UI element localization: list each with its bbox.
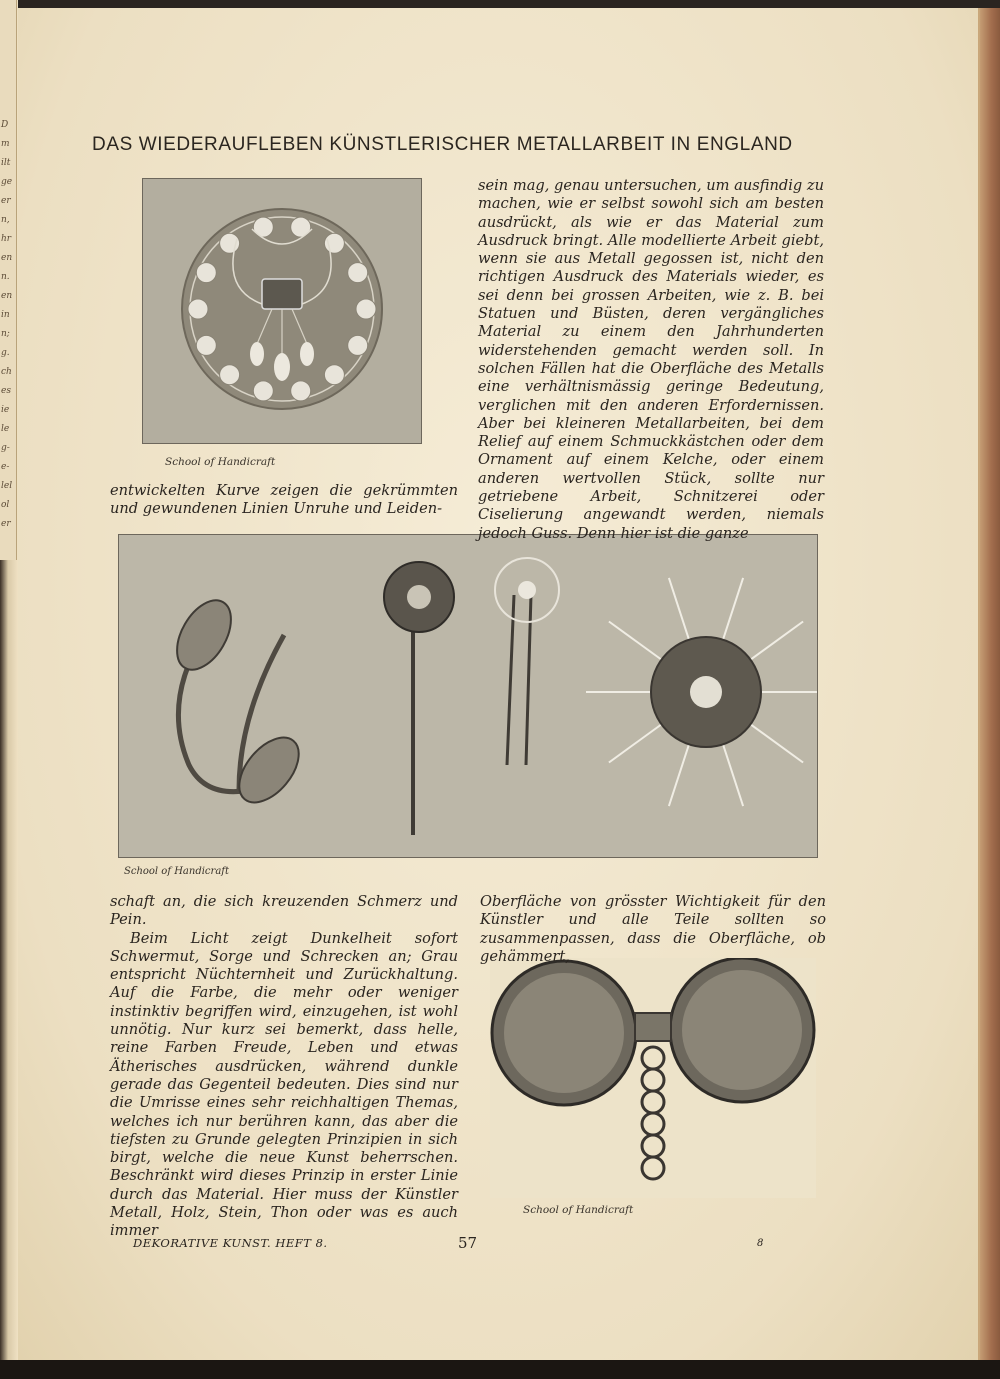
left-column-lower xyxy=(110,893,458,1241)
margin-fragment: er xyxy=(1,196,11,206)
pearl xyxy=(348,335,368,355)
brooch-caption: School of Handicraft xyxy=(165,456,276,468)
jewelry-photo xyxy=(118,534,818,858)
pearl xyxy=(196,263,216,283)
margin-fragment: en xyxy=(1,253,13,263)
page-stack-edge xyxy=(978,8,1000,1360)
margin-fragment: en xyxy=(1,291,13,301)
pearl xyxy=(220,233,240,253)
signature-mark: 8 xyxy=(757,1238,764,1249)
margin-fragment: m xyxy=(1,139,10,149)
right-column-upper xyxy=(478,177,824,542)
margin-fragment: g. xyxy=(1,348,10,358)
jewelry-caption: School of Handicraft xyxy=(124,866,229,877)
margin-fragment: le xyxy=(1,424,10,434)
scan-border xyxy=(0,1360,1000,1379)
pearl xyxy=(356,299,376,319)
margin-fragment: hr xyxy=(1,234,12,244)
jewelry-illustration xyxy=(119,535,817,857)
pearl xyxy=(188,299,208,319)
paragraph: sein mag, genau untersuchen, um ausfindig zu machen, wie er selbst sowohl sich am besten ausdrückt, als wie er das Material zum Ausdruck bringt. Alle modellierte Arbeit giebt, wenn sie aus Metall gegossen ist, nicht den richtigen Ausdruck des Materials wieder, es sei denn bei grossen Arbeiten, wie z. B. bei Statuen und Büsten, deren vergängliches Material zu einem den Jahrhunderten widerstehenden gemacht werden soll. In solchen Fällen hat die Oberfläche des Metalls eine verhältnismässig geringe Bedeutung, verglichen mit den anderen Erfordernissen. Aber bei kleineren Metallarbeiten, bei dem Relief auf einem Schmuckkästchen oder dem Ornament auf einem Kelche, oder einem anderen wertvollen Stück, sollte nur getriebene Arbeit, Schnitzerei oder Ciselierung angewandt werden, niemals jedoch Guss. Denn hier ist die ganze xyxy=(478,177,824,542)
pearl xyxy=(196,335,216,355)
page-number: 57 xyxy=(458,1234,478,1252)
margin-fragment: n, xyxy=(1,215,10,225)
pearl xyxy=(324,365,344,385)
journal-footer: DEKORATIVE KUNST. HEFT 8. xyxy=(133,1236,328,1250)
margin-fragment: g- xyxy=(1,443,10,453)
brooch-illustration xyxy=(143,179,421,443)
clasp-caption: School of Handicraft xyxy=(523,1204,634,1216)
clasp-illustration xyxy=(490,958,816,1198)
margin-fragment: n; xyxy=(1,329,10,339)
running-head: DAS WIEDERAUFLEBEN KÜNSTLERISCHER METALLARBEIT IN ENGLAND xyxy=(92,134,793,155)
previous-page-edge xyxy=(0,0,17,560)
margin-fragment: lel xyxy=(1,481,13,491)
margin-fragment: er xyxy=(1,519,11,529)
pearl xyxy=(291,217,311,237)
paragraph: Beim Licht zeigt Dunkelheit sofort Schwermut, Sorge und Schrecken an; Grau entspricht Nüchternheit und Zurückhaltung. Auf die Farbe, die mehr oder weniger instinktiv begriffen wird, einzugehen, ist wohl unnötig. Nur kurz sei bemerkt, dass helle, reine Farben Freude, Leben und etwas Ätherisches ausdrücken, während dunkle gerade das Gegenteil bedeuten. Dies sind nur die Umrisse eines sehr reichhaltigen Themas, welches ich nur berühren kann, das aber die tiefsten zu Grunde gelegten Prinzipien in sich birgt, welche die neue Kunst beherrschen. Beschränkt wird dieses Prinzip in erster Linie durch das Material. Hier muss der Künstler Metall, Holz, Stein, Thon oder was es auch immer xyxy=(110,929,458,1240)
margin-fragment: ge xyxy=(1,177,13,187)
clasp-photo xyxy=(490,958,816,1198)
margin-fragment: n. xyxy=(1,272,10,282)
pearl xyxy=(324,233,344,253)
paragraph: schaft an, die sich kreuzenden Schmerz und Pein. xyxy=(110,893,458,929)
margin-fragment: D xyxy=(1,120,9,130)
pearl xyxy=(291,381,311,401)
pearl xyxy=(348,263,368,283)
margin-fragment: ie xyxy=(1,405,10,415)
margin-fragment: ch xyxy=(1,367,12,377)
margin-fragment: ilt xyxy=(1,158,11,168)
margin-fragment: in xyxy=(1,310,10,320)
margin-fragment: e- xyxy=(1,462,10,472)
right-column-lower xyxy=(480,893,826,966)
paragraph: Oberfläche von grösster Wichtigkeit für den Künstler und alle Teile sollten so zusammenpassen, dass die Oberfläche, ob gehämmert, xyxy=(480,893,826,965)
brooch-photo xyxy=(142,178,422,444)
margin-fragment: ol xyxy=(1,500,10,510)
margin-fragment: es xyxy=(1,386,11,396)
left-column-upper xyxy=(110,482,458,519)
pearl xyxy=(253,217,273,237)
pearl xyxy=(220,365,240,385)
paragraph: entwickelten Kurve zeigen die gekrümmten und gewundenen Linien Unruhe und Leiden- xyxy=(110,482,458,518)
pearl xyxy=(253,381,273,401)
